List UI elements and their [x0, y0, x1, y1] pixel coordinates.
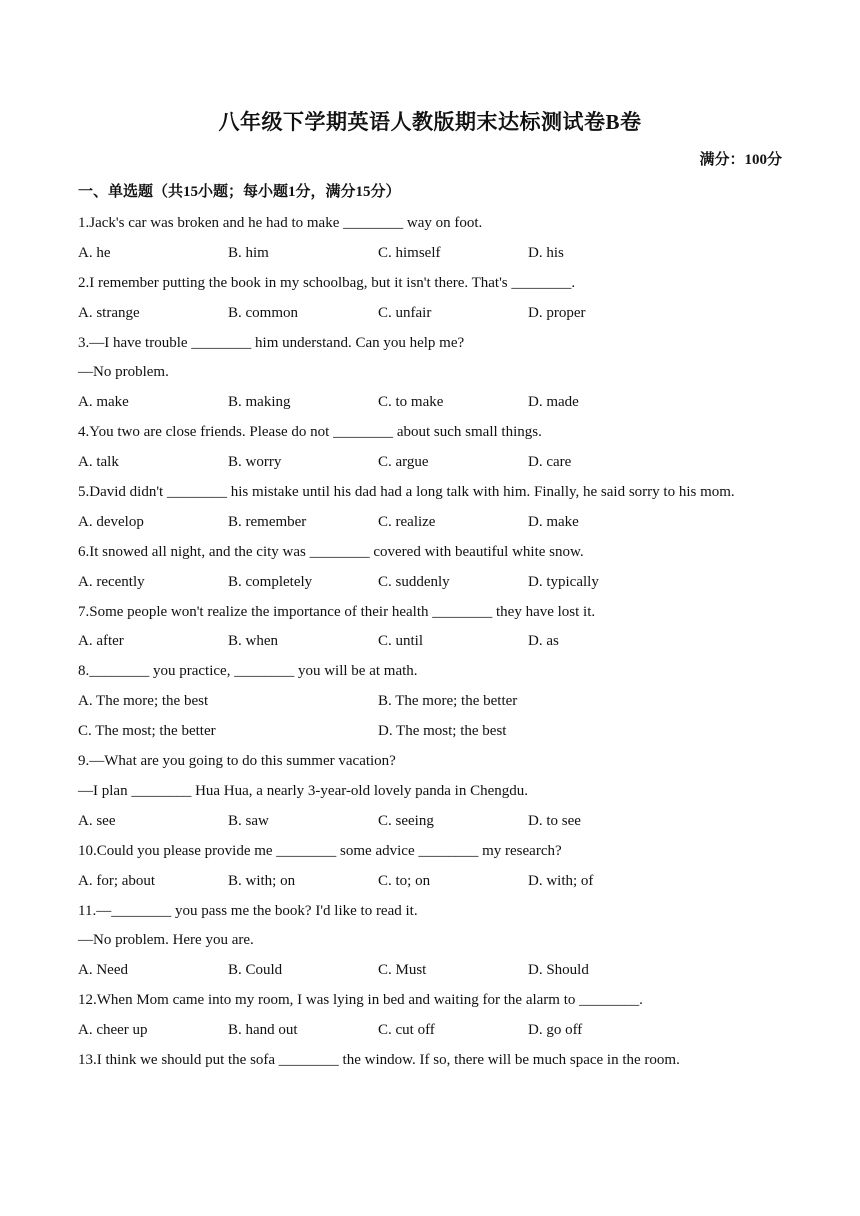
option-a[interactable]: A. make	[78, 394, 129, 411]
option-b[interactable]: B. Could	[228, 962, 283, 979]
question-stem: 12.When Mom came into my room, I was lying in bed and waiting for the alarm to ________.	[78, 992, 643, 1009]
option-row	[78, 1016, 784, 1046]
option-c[interactable]: C. until	[378, 633, 424, 650]
option-d[interactable]: D. make	[528, 513, 579, 530]
option-b[interactable]: B. remember	[228, 513, 307, 530]
option-c[interactable]: C. realize	[378, 513, 436, 530]
option-b[interactable]: B. with; on	[228, 872, 296, 889]
option-d[interactable]: D. made	[528, 394, 579, 411]
question-stem: 7.Some people won't realize the importance of their health ________ they have lost it.	[78, 603, 596, 620]
option-b[interactable]: B. worry	[228, 454, 282, 471]
option-row	[78, 956, 784, 986]
option-a[interactable]: A. talk	[78, 454, 119, 471]
option-d[interactable]: D. The most; the best	[378, 723, 507, 740]
option-b[interactable]: B. The more; the better	[378, 693, 518, 710]
option-d[interactable]: D. go off	[528, 1022, 583, 1039]
option-a[interactable]: A. after	[78, 633, 124, 650]
question-stem: 3.—I have trouble ________ him understand. Can you help me?	[78, 334, 465, 351]
option-c[interactable]: C. argue	[378, 454, 429, 471]
option-row	[78, 867, 784, 897]
question-stem: 13.I think we should put the sofa ________ the window. If so, there will be much space in the room.	[78, 1051, 680, 1068]
option-c[interactable]: C. The most; the better	[78, 723, 216, 740]
option-b[interactable]: B. hand out	[228, 1022, 298, 1039]
question-stem: 9.—What are you going to do this summer vacation?	[78, 753, 396, 770]
option-a[interactable]: A. Need	[78, 962, 128, 979]
option-d[interactable]: D. Should	[528, 962, 589, 979]
option-row	[78, 627, 784, 657]
option-d[interactable]: D. typically	[528, 573, 599, 590]
option-c[interactable]: C. seeing	[378, 812, 434, 829]
option-row	[78, 388, 784, 418]
option-row	[78, 448, 784, 478]
option-c[interactable]: C. suddenly	[378, 573, 450, 590]
question-stem: 2.I remember putting the book in my schoolbag, but it isn't there. That's ________.	[78, 274, 576, 291]
option-b[interactable]: B. when	[228, 633, 278, 650]
option-row	[78, 299, 784, 329]
question-stem-cont: —No problem.	[78, 364, 169, 381]
option-a[interactable]: A. strange	[78, 304, 140, 321]
question-stem: 6.It snowed all night, and the city was ________ covered with beautiful white snow.	[78, 543, 584, 560]
option-row	[78, 568, 784, 598]
option-a[interactable]: A. for; about	[78, 872, 156, 889]
question-stem: 11.—________ you pass me the book? I'd like to read it.	[78, 902, 418, 919]
option-c[interactable]: C. unfair	[378, 304, 432, 321]
option-b[interactable]: B. completely	[228, 573, 313, 590]
question-stem: 8.________ you practice, ________ you will be at math.	[78, 663, 418, 680]
option-a[interactable]: A. recently	[78, 573, 145, 590]
question-stem: 1.Jack's car was broken and he had to make ________ way on foot.	[78, 215, 483, 231]
option-row	[78, 687, 784, 717]
option-c[interactable]: C. himself	[378, 244, 441, 261]
option-b[interactable]: B. saw	[228, 812, 269, 829]
option-c[interactable]: C. cut off	[378, 1022, 435, 1039]
option-c[interactable]: C. to make	[378, 394, 444, 411]
section-heading: 一、单选题（共15小题；每小题1分，满分15分）	[78, 184, 401, 200]
option-a[interactable]: A. he	[78, 244, 111, 261]
option-a[interactable]: A. The more; the best	[78, 693, 209, 710]
question-stem: 10.Could you please provide me ________ some advice ________ my research?	[78, 842, 562, 859]
option-a[interactable]: A. see	[78, 812, 116, 829]
option-row	[78, 239, 784, 269]
option-b[interactable]: B. making	[228, 394, 291, 411]
option-b[interactable]: B. common	[228, 304, 298, 321]
option-b[interactable]: B. him	[228, 244, 269, 261]
total-score: 满分：100分	[699, 152, 782, 168]
option-a[interactable]: A. develop	[78, 513, 144, 530]
option-d[interactable]: D. care	[528, 454, 572, 471]
question-stem-cont: —I plan ________ Hua Hua, a nearly 3-year-old lovely panda in Chengdu.	[78, 782, 528, 799]
option-d[interactable]: D. proper	[528, 304, 586, 321]
option-row	[78, 508, 784, 538]
option-d[interactable]: D. as	[528, 633, 559, 650]
option-row	[78, 717, 784, 747]
page-title: 八年级下学期英语人教版期末达标测试卷B卷	[218, 110, 642, 134]
option-d[interactable]: D. to see	[528, 812, 581, 829]
option-d[interactable]: D. his	[528, 244, 564, 261]
question-list	[78, 209, 784, 1076]
option-a[interactable]: A. cheer up	[78, 1022, 148, 1039]
option-c[interactable]: C. Must	[378, 962, 427, 979]
option-row	[78, 807, 784, 837]
question-stem-cont: —No problem. Here you are.	[78, 932, 254, 949]
option-d[interactable]: D. with; of	[528, 872, 594, 889]
question-stem: 4.You two are close friends. Please do not ________ about such small things.	[78, 424, 542, 441]
option-c[interactable]: C. to; on	[378, 872, 431, 889]
question-stem: 5.David didn't ________ his mistake until his dad had a long talk with him. Finally, he said sorry to his mom.	[78, 484, 735, 501]
